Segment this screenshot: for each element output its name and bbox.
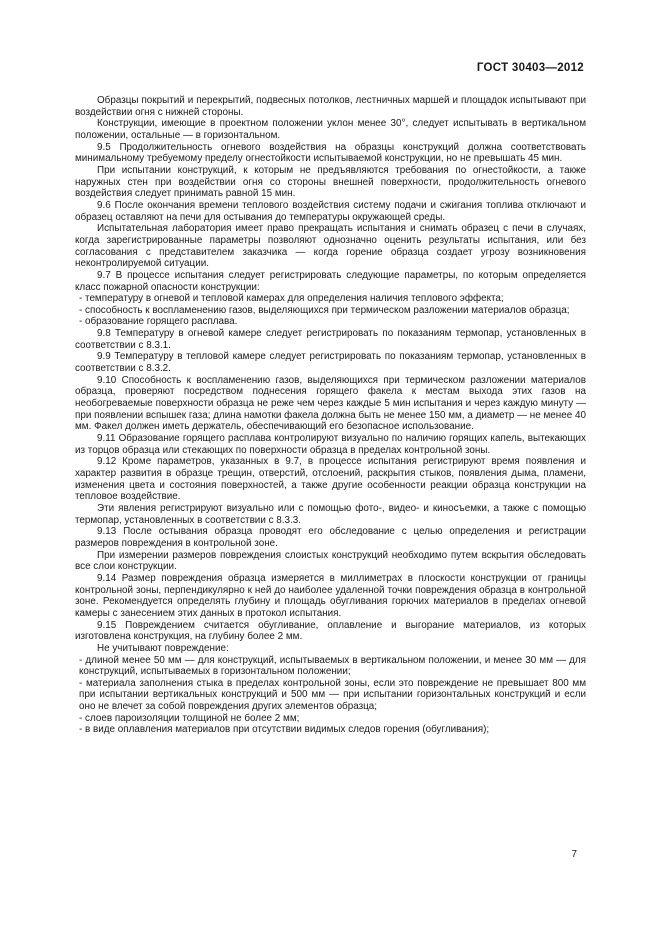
clause-9-15: 9.15 Повреждением считается обугливание, оплавление и выгорание материалов, из которых изготовлена конструкция, на глубину более 2 мм.: [75, 619, 586, 643]
paragraph: Испытательная лаборатория имеет право прекращать испытания и снимать образец с печи в случаях, когда зарегистрированные параметры позволяют однозначно оценить результаты испытания, или без согласования с представителем заказчика — когда горение образца создает угрозу возникновения неконтролируемой ситуации.: [75, 223, 586, 270]
document-header: ГОСТ 30403—2012: [476, 62, 584, 74]
clause-9-6: 9.6 После окончания времени теплового воздействия систему подачи и сжигания топлива отключают и образец оставляют на печи для остывания до температуры окружающей среды.: [75, 199, 586, 223]
paragraph: При испытании конструкций, к которым не предъявляются требования по огнестойкости, а также наружных стен при воздействии огня со стороны внешней поверхности, продолжительность огневого воздействия следует принимать равной 15 мин.: [75, 164, 586, 200]
list-item: - температуру в огневой и тепловой камерах для определения наличия теплового эффекта;: [79, 293, 504, 305]
clause-9-7: 9.7 В процессе испытания следует регистрировать следующие параметры, по которым определяется класс пожарной опасности конструкции:: [75, 269, 586, 293]
clause-9-8: 9.8 Температуру в огневой камере следует регистрировать по показаниям термопар, установленных в соответствии с 8.3.1.: [75, 328, 586, 351]
list-item: - способность к воспламенению газов, выделяющихся при термическом разложении материалов образца;: [79, 304, 570, 316]
list-item: - образование горящего расплава.: [79, 316, 238, 328]
paragraph: Эти явления регистрируют визуально или с помощью фото-, видео- и киносъемки, а также с помощью термопар, установленных в соответствии с 8.3.3.: [75, 502, 586, 526]
clause-9-5: 9.5 Продолжительность огневого воздействия на образцы конструкций должна соответствовать минимальному требуемому пределу огнестойкости испытываемой конструкции, но не превышать 45 мин.: [75, 141, 586, 165]
list-item: - материала заполнения стыка в пределах контрольной зоны, если это повреждение не превышает 800 мм при испытании вертикальных конструкций и 500 мм — при испытании горизонтальных конструкций и если оно не влечет за собой повреждения других элементов образца;: [79, 677, 586, 713]
clause-9-11: 9.11 Образование горящего расплава контролируют визуально по наличию горящих капель, вытекающих из торцов образца или стекающих по поверхности образца в пределах контрольной зоны.: [75, 433, 586, 456]
paragraph: Не учитывают повреждение:: [97, 642, 229, 654]
page-number: 7: [571, 849, 577, 860]
clause-9-13: 9.13 После остывания образца проводят его обследование с целью определения и регистрации размеров повреждения в контрольной зоне.: [75, 526, 586, 549]
clause-9-10: 9.10 Способность к воспламенению газов, выделяющихся при термическом разложении материалов образца, проверяют посредством поднесения горящего факела к местам выхода этих газов на необогреваемые поверхности образца не реже чем через каждые 5 мин испытания и через каждую минуту — при появлении вспышек газа; длина намотки факела должна быть не менее 150 мм, а диаметр — не менее 40 мм. Факел должен иметь держатель, обеспечивающий его безопасное использование.: [75, 374, 586, 433]
document-body: [75, 95, 586, 736]
clause-9-12: 9.12 Кроме параметров, указанных в 9.7, в процессе испытания регистрируют время появления и характер развития в образце трещин, отверстий, отслоений, раскрытия стыков, появления дыма, пламени, изменения цвета и состояния поверхностей, а также другие особенности реакции образца конструкции на тепловое воздействие.: [75, 456, 586, 503]
clause-9-14: 9.14 Размер повреждения образца измеряется в миллиметрах в плоскости конструкции от границы контрольной зоны, перпендикулярно к ней до наиболее удаленной точки повреждения образца в контрольной зоне. Рекомендуется определять глубину и площадь обугливания горючих материалов в пределах огневой камеры с занесением этих данных в протокол испытания.: [75, 572, 586, 619]
paragraph: Образцы покрытий и перекрытий, подвесных потолков, лестничных маршей и площадок испытывают при воздействии огня с нижней стороны.: [75, 95, 586, 118]
clause-9-9: 9.9 Температуру в тепловой камере следует регистрировать по показаниям термопар, установленных в соответствии с 8.3.2.: [75, 351, 586, 375]
paragraph: При измерении размеров повреждения слоистых конструкций необходимо путем вскрытия обследовать все слои конструкции.: [75, 549, 586, 573]
paragraph: Конструкции, имеющие в проектном положении уклон менее 30°, следует испытывать в вертикальном положении, остальные — в горизонтальном.: [75, 118, 586, 141]
list-item: - слоев пароизоляции толщиной не более 2 мм;: [79, 712, 300, 724]
list-item: - в виде оплавления материалов при отсутствии видимых следов горения (обугливания);: [79, 724, 490, 736]
list-item: - длиной менее 50 мм — для конструкций, испытываемых в вертикальном положении, и менее 30 мм — для конструкций, испытываемых в горизонтальном положении;: [79, 654, 586, 678]
